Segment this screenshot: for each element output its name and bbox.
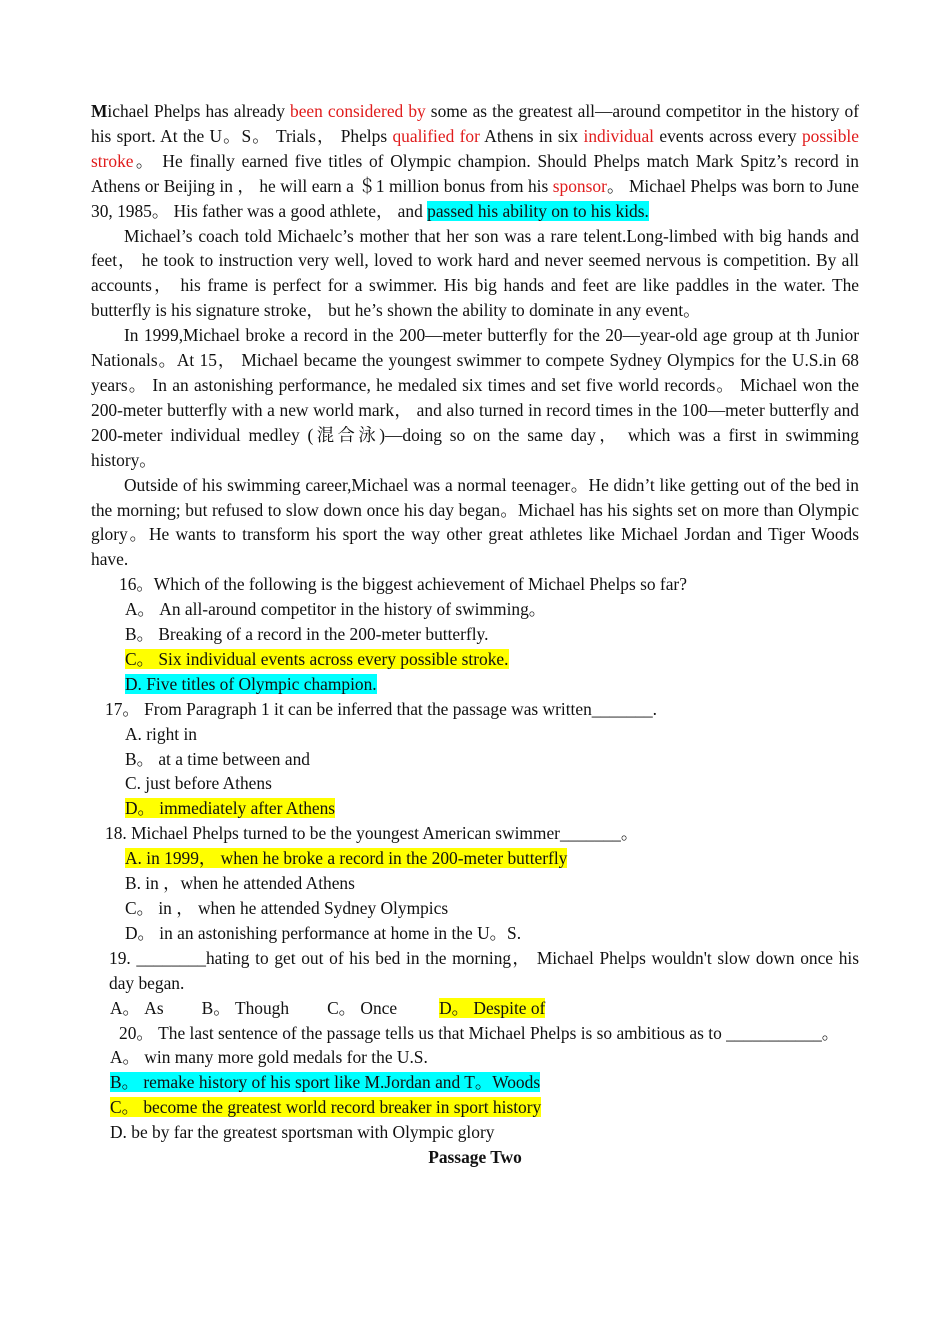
red-phrase: possible stroke xyxy=(91,125,859,171)
option-text: D。 immediately after Athens xyxy=(125,798,336,819)
text-run: 。 Michael Phelps was born to June 30, 1985。 His father was a good athlete， and xyxy=(91,175,859,221)
stem-text: 19. ________hating to get out of his bed in the morning， Michael Phelps wouldn't slow down once his day began. xyxy=(109,947,859,993)
option-text: C. just before Athens xyxy=(125,773,272,794)
option-text: A. in 1999， when he broke a record in the 200-meter butterfly xyxy=(125,848,568,869)
option-16b xyxy=(91,622,859,647)
option-text: B。 Breaking of a record in the 200-meter butterfly. xyxy=(125,624,489,645)
option-18d xyxy=(91,921,859,946)
option-19a: A。 As xyxy=(110,997,164,1018)
drop-letter: M xyxy=(91,101,108,121)
option-19b: B。 Though xyxy=(201,997,290,1018)
red-phrase: qualified for xyxy=(392,125,480,146)
option-20d xyxy=(91,1120,859,1145)
option-19d: D。 Despite of xyxy=(439,997,546,1018)
option-text: C。 become the greatest world record breaker in sport history xyxy=(110,1097,542,1118)
question-19-stem xyxy=(91,946,859,996)
highlighted-phrase: passed his ability on to his kids. xyxy=(427,200,649,221)
option-text: B。 remake history of his sport like M.Jordan and T。Woods xyxy=(110,1072,541,1093)
option-text: A。 An all-around competitor in the history of swimming。 xyxy=(125,599,547,620)
option-20c xyxy=(91,1095,859,1120)
option-16a xyxy=(91,597,859,622)
text-run: events across every xyxy=(654,125,802,146)
paragraph-2: Michael’s coach told Michaelc’s mother that her son was a rare telent.Long-limbed with big hands and feet， he took to instruction very well, loved to work hard and never seemed nervous is competition. By all accounts， his frame is perfect for a swimmer. His big hands and feet are like paddles in the water. The butterfly is his signature stroke， but he’s shown the ability to dominate in any event。 xyxy=(91,225,859,321)
question-18-stem: 18. Michael Phelps turned to be the youngest American swimmer_______。 xyxy=(105,823,639,844)
paragraph-3: In 1999,Michael broke a record in the 200—meter butterfly for the 20—year-old age group at th Junior Nationals。At 15， Michael became the youngest swimmer to compete Sydney Olympics for the U.S.in 68 years。 In an astonishing performance, he medaled six times and set five world records。 Michael won the 200-meter butterfly with a new world mark， and also turned in record times in the 100—meter butterfly and 200-meter individual medley (混合泳)—doing so on the same day， which was a first in swimming history。 xyxy=(91,325,859,470)
option-20a xyxy=(91,1045,859,1070)
option-20b xyxy=(91,1070,859,1095)
options-19 xyxy=(91,996,859,1021)
option-text: D。 in an astonishing performance at home in the U。S. xyxy=(125,922,522,943)
option-18b xyxy=(91,871,859,896)
text-run: 。 He finally earned five titles of Olympic champion. Should Phelps match Mark Spitz’s record in Athens or Beijing in ， he will earn a ＄1 million bonus from his xyxy=(91,150,859,196)
option-17c xyxy=(91,771,859,796)
option-text: C。 Six individual events across every possible stroke. xyxy=(125,648,509,669)
option-text: A。 win many more gold medals for the U.S. xyxy=(110,1047,428,1068)
text-run: ichael Phelps has already xyxy=(107,101,290,121)
question-17-stem: 17。 From Paragraph 1 it can be inferred that the passage was written_______. xyxy=(105,698,657,719)
paragraph-4: Outside of his swimming career,Michael was a normal teenager。He didn’t like getting out of the bed in the morning; but refused to slow down once his day began。Michael has his sights set on more than Olympic glory。He wants to transform his sport the way other great athletes like Michael Jordan and Tiger Woods have. xyxy=(91,474,859,570)
section-heading: Passage Two xyxy=(428,1147,522,1168)
text-run: Athens in six xyxy=(479,125,584,146)
paragraph-1 xyxy=(91,99,859,224)
option-text: D. be by far the greatest sportsman with Olympic glory xyxy=(110,1122,495,1143)
option-16c xyxy=(91,647,859,672)
option-18a xyxy=(91,846,859,871)
question-16-stem: 16。Which of the following is the biggest achievement of Michael Phelps so far? xyxy=(119,574,687,595)
option-text: D. Five titles of Olympic champion. xyxy=(125,673,377,694)
option-text: B. in ，when he attended Athens xyxy=(125,873,355,894)
option-text: A. right in xyxy=(125,723,197,744)
red-phrase: individual xyxy=(583,125,655,146)
option-18c xyxy=(91,896,859,921)
red-phrase: sponsor xyxy=(552,175,607,196)
text-run: some as the greatest all—around competitor in the history of his sport. At the U。S。 Trials， Phelps xyxy=(91,101,860,146)
document-page xyxy=(91,99,859,1170)
option-17d xyxy=(91,796,859,821)
option-16d xyxy=(91,672,859,697)
option-17b xyxy=(91,747,859,772)
option-text: C。 in ， when he attended Sydney Olympics xyxy=(125,898,449,918)
question-20-stem: 20。 The last sentence of the passage tells us that Michael Phelps is so ambitious as to ___________。 xyxy=(119,1022,840,1043)
red-phrase: been considered by xyxy=(290,101,426,121)
option-text: B。 at a time between and xyxy=(125,748,310,769)
option-17a xyxy=(91,722,859,747)
option-19c: C。 Once xyxy=(327,997,398,1018)
